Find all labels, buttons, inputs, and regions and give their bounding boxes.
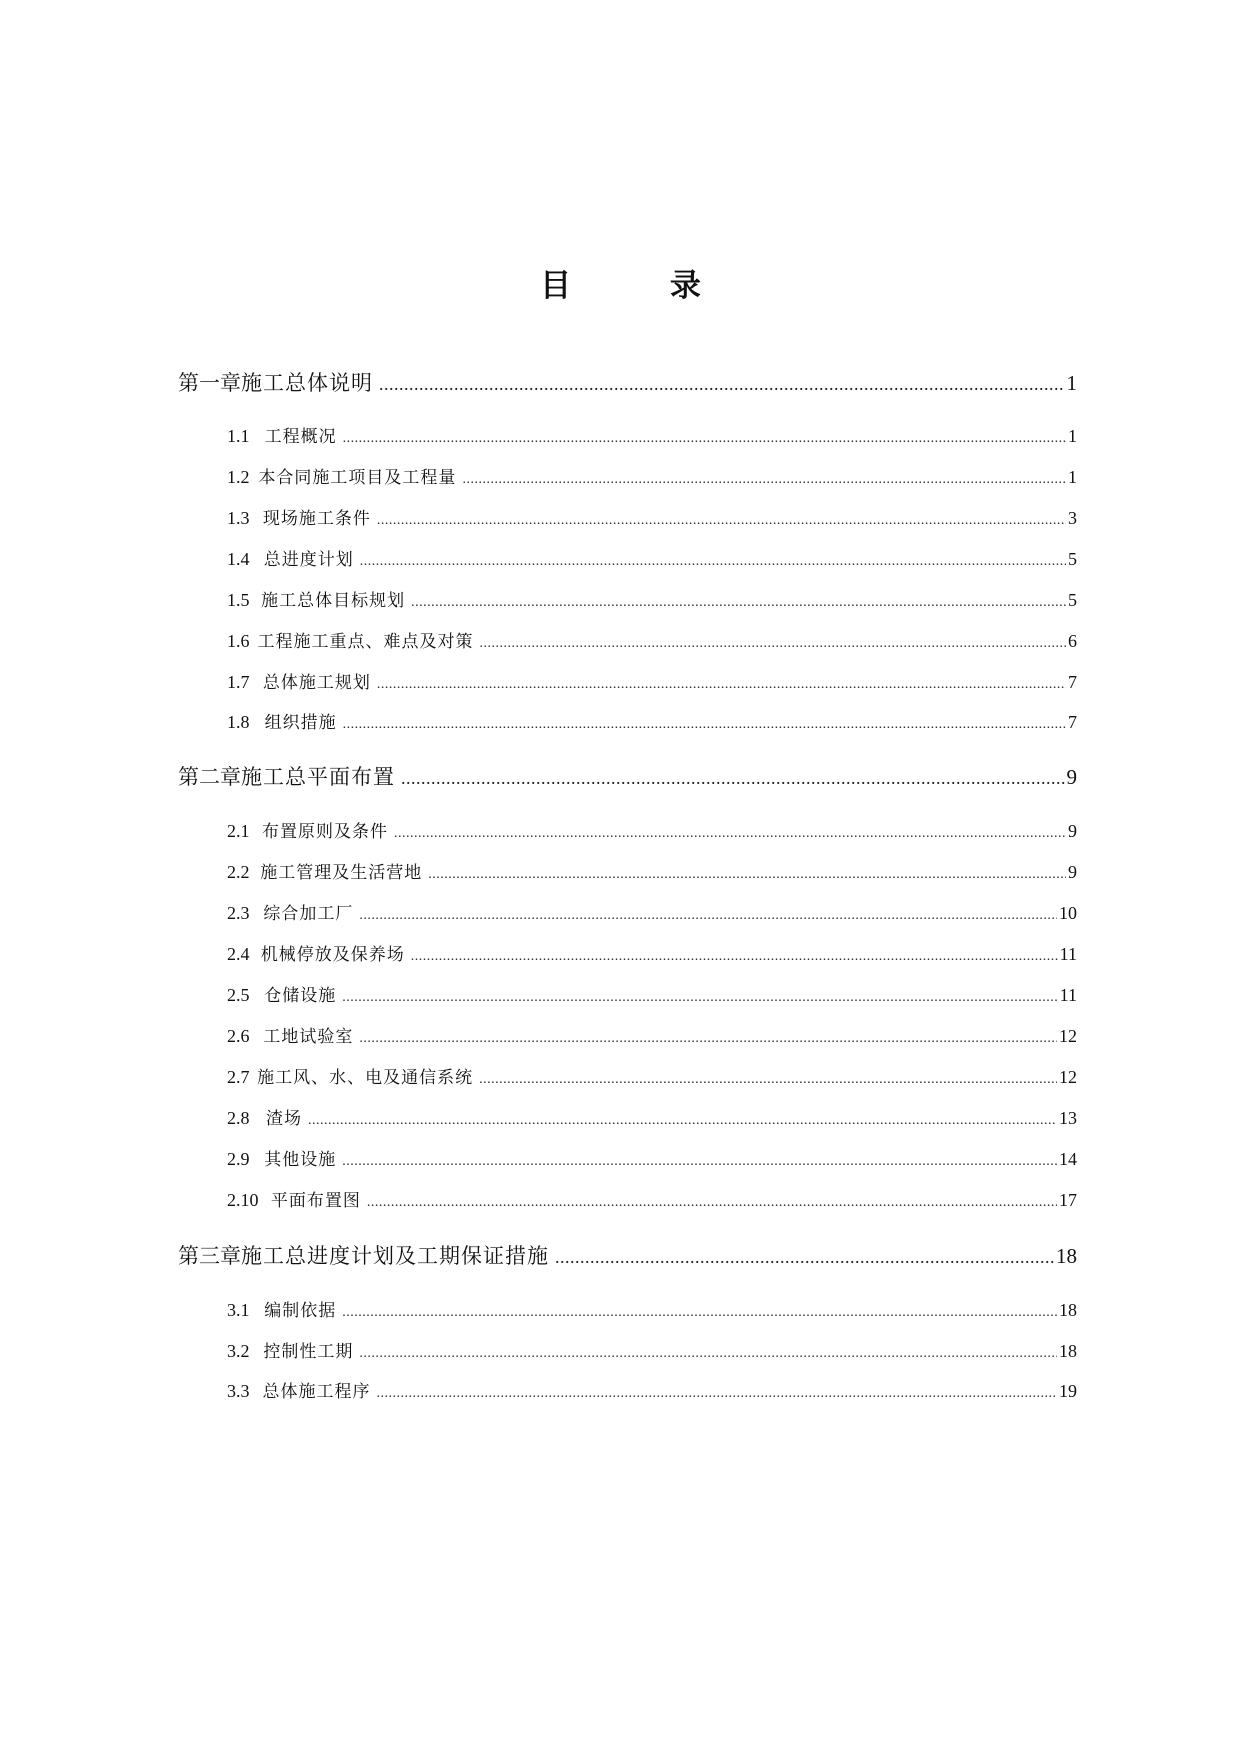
- toc-entry-number: 3.2: [227, 1341, 250, 1361]
- toc-entry-number: 2.1: [227, 821, 250, 841]
- toc-entry-number: 1.1: [227, 426, 250, 446]
- toc-entry-number: 2.9: [227, 1149, 250, 1169]
- dot-leader: [428, 862, 1066, 888]
- toc-entry-title: 施工总平面布置: [241, 765, 395, 789]
- toc-entry-page: 9: [1066, 765, 1077, 789]
- toc-entry-number: 2.2: [227, 862, 250, 882]
- toc-entry-title: 总进度计划: [263, 550, 354, 570]
- dot-leader: [377, 508, 1066, 534]
- toc-section-2-2[interactable]: [227, 859, 1077, 888]
- toc-entry-title: 施工管理及生活营地: [260, 863, 423, 883]
- toc-entry-page: 11: [1059, 944, 1077, 964]
- toc-entry-number: 1.4: [227, 549, 250, 569]
- toc-entry-page: 5: [1068, 590, 1077, 610]
- toc-entry-page: 18: [1059, 1341, 1077, 1361]
- toc-entry-page: 3: [1068, 508, 1077, 528]
- dot-leader: [394, 821, 1066, 847]
- toc-entry-page: 14: [1059, 1149, 1077, 1169]
- toc-entry-title: 工程施工重点、难点及对策: [257, 632, 474, 652]
- dot-leader: [343, 426, 1066, 452]
- page-title: 目 录: [540, 268, 745, 304]
- toc-entry-page: 18: [1056, 1244, 1077, 1268]
- toc-entry-number: 2.3: [227, 903, 250, 923]
- toc-section-2-3[interactable]: [227, 900, 1077, 929]
- toc-section-1-1[interactable]: [227, 423, 1077, 452]
- toc-entry-number: 第一章: [178, 371, 241, 395]
- dot-leader: [359, 1026, 1057, 1052]
- toc-section-2-8[interactable]: [227, 1105, 1077, 1134]
- toc-entry-number: 2.10: [227, 1190, 259, 1210]
- dot-leader: [411, 590, 1066, 616]
- toc-entry-title: 编制依据: [264, 1301, 337, 1321]
- toc-entry-page: 1: [1068, 426, 1077, 446]
- toc-entry-number: 2.6: [227, 1026, 250, 1046]
- dot-leader: [401, 763, 1065, 793]
- toc-entry-number: 1.3: [227, 508, 250, 528]
- dot-leader: [462, 467, 1066, 493]
- toc-section-3-2[interactable]: [227, 1338, 1077, 1367]
- dot-leader: [342, 1149, 1057, 1175]
- toc-entry-page: 9: [1068, 821, 1077, 841]
- dot-leader: [359, 903, 1057, 929]
- toc-entry-title: 仓储设施: [264, 986, 337, 1006]
- toc-entry-title: 施工风、水、电及通信系统: [257, 1068, 474, 1088]
- toc-entry-page: 5: [1068, 549, 1077, 569]
- toc-entry-page: 1: [1066, 371, 1077, 395]
- toc-entry-number: 1.6: [227, 631, 250, 651]
- toc-entry-page: 7: [1068, 672, 1077, 692]
- toc-entry-title: 现场施工条件: [262, 509, 371, 529]
- toc-entry-number: 3.1: [227, 1300, 250, 1320]
- toc-entry-page: 11: [1059, 985, 1077, 1005]
- toc-entry-title: 其他设施: [264, 1150, 337, 1170]
- toc-entry-title: 渣场: [266, 1109, 303, 1129]
- toc-entry-page: 10: [1059, 903, 1077, 923]
- toc-entry-page: 18: [1059, 1300, 1077, 1320]
- toc-entry-number: 第二章: [178, 765, 241, 789]
- toc-entry-number: 第三章: [178, 1244, 241, 1268]
- toc-section-1-7[interactable]: [227, 669, 1077, 698]
- toc-chapter-2[interactable]: [178, 762, 1077, 793]
- dot-leader: [555, 1242, 1054, 1272]
- dot-leader: [342, 985, 1057, 1011]
- toc-section-2-5[interactable]: [227, 982, 1077, 1011]
- toc-entry-title: 机械停放及保养场: [260, 945, 405, 965]
- toc-entry-page: 13: [1059, 1108, 1077, 1128]
- toc-entry-page: 12: [1059, 1026, 1077, 1046]
- toc-entry-title: 控制性工期: [263, 1342, 354, 1362]
- toc-entry-page: 17: [1059, 1190, 1077, 1210]
- toc-section-2-6[interactable]: [227, 1023, 1077, 1052]
- toc-entry-page: 12: [1059, 1067, 1077, 1087]
- toc-section-1-3[interactable]: [227, 505, 1077, 534]
- toc-entry-number: 2.7: [227, 1067, 250, 1087]
- toc-entry-number: 2.4: [227, 944, 250, 964]
- toc-entry-title: 施工总进度计划及工期保证措施: [241, 1244, 549, 1268]
- toc-entry-title: 总体施工程序: [262, 1382, 371, 1402]
- dot-leader: [343, 712, 1066, 738]
- toc-entry-number: 1.2: [227, 467, 250, 487]
- dot-leader: [480, 631, 1066, 657]
- toc-entry-page: 6: [1068, 631, 1077, 651]
- toc-section-2-9[interactable]: [227, 1146, 1077, 1175]
- toc-entry-number: 1.5: [227, 590, 250, 610]
- toc-section-3-1[interactable]: [227, 1297, 1077, 1326]
- toc-section-2-7[interactable]: [227, 1064, 1077, 1093]
- toc-entry-title: 组织措施: [264, 713, 337, 733]
- toc-entry-title: 施工总体目标规划: [261, 591, 406, 611]
- dot-leader: [479, 1067, 1057, 1093]
- dot-leader: [376, 1381, 1057, 1407]
- dot-leader: [411, 944, 1058, 970]
- toc-entry-page: 1: [1068, 467, 1077, 487]
- toc-section-1-8[interactable]: [227, 709, 1077, 738]
- toc-entry-number: 1.8: [227, 712, 250, 732]
- dot-leader: [377, 672, 1066, 698]
- dot-leader: [308, 1108, 1057, 1134]
- toc-entry-page: 19: [1059, 1381, 1077, 1401]
- toc-entry-number: 3.3: [227, 1381, 250, 1401]
- toc-chapter-1[interactable]: [178, 368, 1077, 399]
- toc-entry-number: 1.7: [227, 672, 250, 692]
- toc-entry-title: 本合同施工项目及工程量: [258, 468, 457, 488]
- toc-entry-title: 总体施工规划: [262, 673, 371, 693]
- toc-section-1-6[interactable]: [227, 628, 1077, 657]
- dot-leader: [342, 1300, 1057, 1326]
- toc-entry-title: 平面布置图: [270, 1191, 361, 1211]
- toc-entry-title: 布置原则及条件: [262, 822, 388, 842]
- toc-chapter-3[interactable]: [178, 1241, 1077, 1272]
- toc-entry-title: 工地试验室: [263, 1027, 354, 1047]
- toc-entry-page: 7: [1068, 712, 1077, 732]
- dot-leader: [367, 1190, 1057, 1216]
- toc-entry-title: 施工总体说明: [241, 371, 373, 395]
- toc-entry-title: 综合加工厂: [263, 904, 354, 924]
- dot-leader: [379, 369, 1065, 399]
- toc-entry-title: 工程概况: [264, 427, 337, 447]
- toc-section-1-4[interactable]: [227, 546, 1077, 575]
- toc-section-2-4[interactable]: [227, 941, 1077, 970]
- toc-section-2-10[interactable]: [227, 1187, 1077, 1216]
- toc-entry-number: 2.8: [227, 1108, 250, 1128]
- toc-section-1-5[interactable]: [227, 587, 1077, 616]
- dot-leader: [359, 1341, 1057, 1367]
- toc-section-3-3[interactable]: [227, 1378, 1077, 1407]
- dot-leader: [360, 549, 1066, 575]
- toc-entry-number: 2.5: [227, 985, 250, 1005]
- toc-section-2-1[interactable]: [227, 818, 1077, 847]
- toc-section-1-2[interactable]: [227, 464, 1077, 493]
- toc-entry-page: 9: [1068, 862, 1077, 882]
